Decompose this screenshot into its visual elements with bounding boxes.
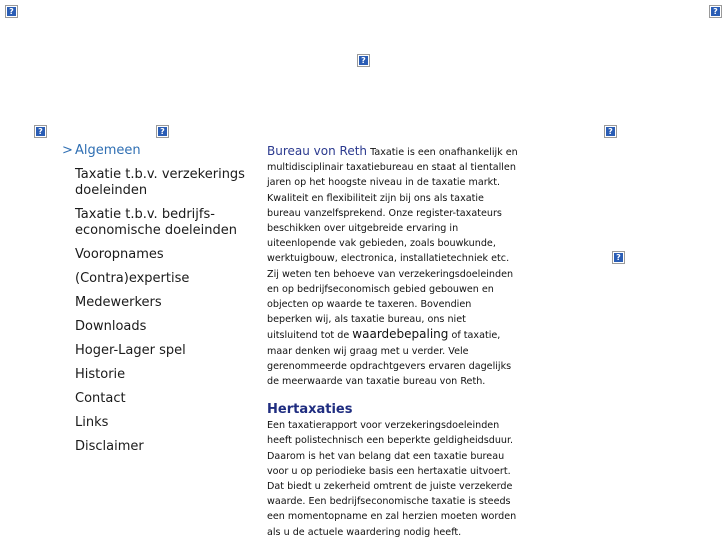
nav-item-links[interactable] (62, 415, 252, 431)
intro-title: Bureau von Reth (267, 144, 368, 158)
nav-item-contact[interactable] (62, 391, 252, 407)
nav-item-historie[interactable] (62, 367, 252, 383)
broken-image-icon (357, 54, 370, 67)
broken-image-icon (604, 125, 617, 138)
nav-item-vooropnames[interactable] (62, 247, 252, 263)
nav-item-label: Historie (75, 367, 126, 382)
nav-item-label: Links (75, 415, 109, 430)
nav-item-label: Medewerkers (75, 295, 162, 310)
broken-image-icon (34, 125, 47, 138)
nav-item-label: Contact (75, 391, 126, 406)
nav-item-contra-expertise[interactable] (62, 271, 252, 287)
main-navigation (62, 143, 252, 463)
nav-item-taxatie-bedrijfseconomisch[interactable] (62, 207, 252, 239)
intro-paragraph (267, 144, 519, 389)
intro-text-part1: Taxatie is een onafhankelijk en multidisciplinair taxatiebureau en staat al tientallen jaren op het hoogste niveau in de taxatie markt. Kwaliteit en flexibiliteit zijn bij ons als taxatie bureau vanzelfsprekend. Onze register-taxateurs beschikken over uitgebreide ervaring in uiteenlopende vak gebieden, zoals bouwkunde, werktuigbouw, electronica, installatietechniek etc. Zij weten ten behoeve van verzekeringsdoeleinden en op bedrijfseconomisch gebied gebouwen en objecten op waarde te taxeren. Bovendien beperken wij, als taxatie bureau, ons niet uitsluitend tot de (267, 147, 518, 342)
nav-item-label: Disclaimer (75, 439, 144, 454)
nav-item-label: Downloads (75, 319, 147, 334)
main-content (267, 144, 519, 540)
nav-item-label: Taxatie t.b.v. verzekerings doeleinden (75, 167, 245, 198)
nav-item-disclaimer[interactable] (62, 439, 252, 455)
active-marker: > (62, 143, 73, 158)
nav-item-label: (Contra)expertise (75, 271, 190, 286)
intro-highlight: waardebepaling (352, 327, 449, 342)
nav-item-hoger-lager-spel[interactable] (62, 343, 252, 359)
broken-image-icon (709, 5, 722, 18)
broken-image-icon (5, 5, 18, 18)
nav-item-medewerkers[interactable] (62, 295, 252, 311)
hertaxaties-paragraph: Een taxatierapport voor verzekeringsdoeleinden heeft polistechnisch een beperkte geldigheidsduur. Daarom is het van belang dat een taxatie bureau voor u op periodieke basis een hertaxatie uitvoert. Dat biedt u zekerheid omtrent de juiste verzekerde waarde. Een bedrijfseconomische taxatie is steeds een momentopname en zal herzien moeten worden als u de actuele waardering nodig heeft. (267, 420, 517, 538)
broken-image-icon (612, 251, 625, 264)
nav-item-label: Algemeen (75, 143, 141, 158)
intro-text-part2: of taxatie, maar denken wij graag met u verder. Vele gerenommeerde opdrachtgevers ervaren dagelijks de meerwaarde van taxatie bureau von Reth. (267, 330, 512, 388)
nav-item-algemeen[interactable] (62, 143, 252, 159)
broken-image-icon (156, 125, 169, 138)
nav-item-label: Vooropnames (75, 247, 164, 262)
nav-item-downloads[interactable] (62, 319, 252, 335)
hertaxaties-heading: Hertaxaties (267, 402, 353, 418)
nav-item-taxatie-verzekerings[interactable] (62, 167, 252, 199)
nav-item-label: Taxatie t.b.v. bedrijfs-economische doeleinden (75, 207, 238, 238)
nav-item-label: Hoger-Lager spel (75, 343, 186, 358)
